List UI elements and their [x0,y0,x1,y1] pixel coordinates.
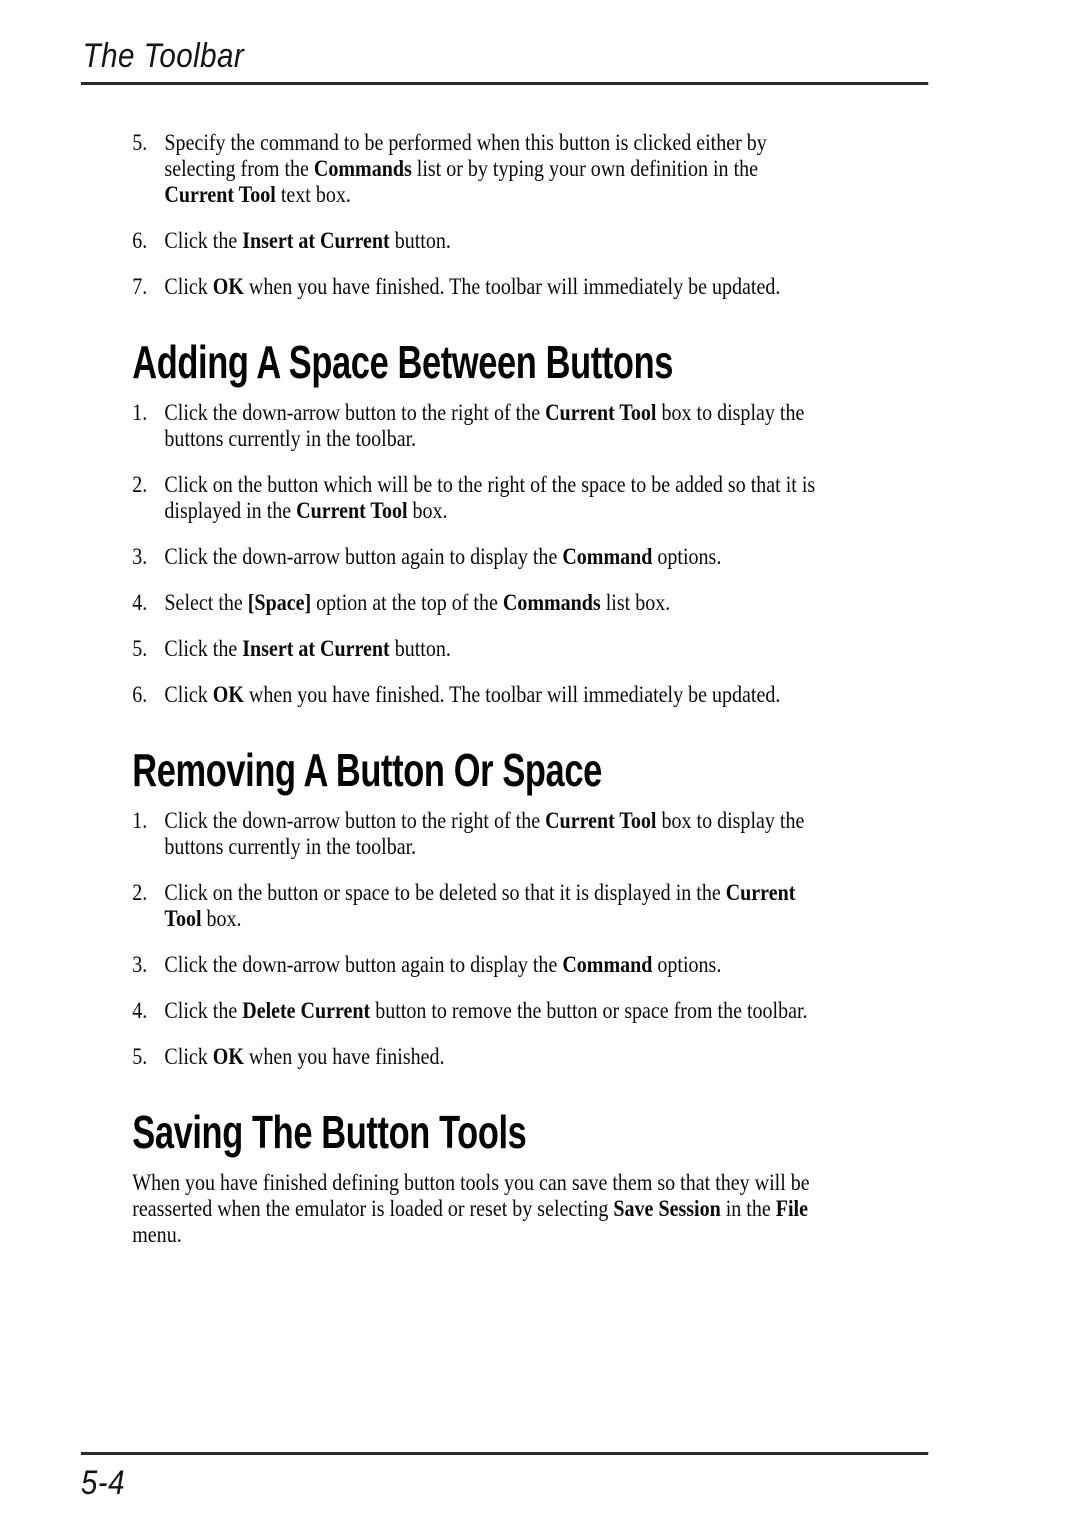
list-item-text: Click the down-arrow button to the right of the Current Tool box to display the buttons currently in the toolbar. [164,400,805,451]
list-item [132,682,945,708]
list-item-text: Click on the button or space to be deleted so that it is displayed in the Current Tool box. [164,880,796,931]
list-item [132,808,945,860]
section-heading: Removing A Button Or Space [132,744,602,796]
list-item [132,472,945,524]
list-item-text: Click the Insert at Current button. [164,228,451,253]
section-heading: Saving The Button Tools [132,1106,527,1158]
section [132,130,945,320]
running-header-title: The Toolbar [82,37,245,75]
list-item [132,1044,945,1070]
list-item-number: 4. [132,590,148,615]
bold-term: OK [212,1044,244,1069]
list-item-number: 6. [132,228,148,253]
document-body [132,130,945,1248]
list-item [132,590,945,616]
list-item [132,880,945,932]
page-footer [81,1452,928,1501]
bold-term: [Space] [247,590,312,615]
numbered-list [132,400,945,728]
list-item-text: Click the Delete Current button to remove the button or space from the toolbar. [164,998,808,1023]
footer-rule [81,1452,928,1455]
list-item-text: Click the down-arrow button again to display the Command options. [164,952,722,977]
bold-term: Command [562,544,653,569]
bold-term: Current Tool [164,182,276,207]
list-item-number: 7. [132,274,148,299]
list-item [132,400,945,452]
list-item-text: Click the down-arrow button again to display the Command options. [164,544,722,569]
list-item-text: Click OK when you have finished. The toolbar will immediately be updated. [164,682,781,707]
list-item [132,130,945,208]
section-heading: Adding A Space Between Buttons [132,336,674,388]
list-item-text: Click OK when you have finished. The toolbar will immediately be updated. [164,274,781,299]
list-item-number: 5. [132,130,148,155]
list-item [132,952,945,978]
page-number: 5-4 [80,1464,125,1502]
bold-term: Commands [502,590,601,615]
list-item [132,228,945,254]
list-item [132,274,945,300]
bold-term: Save Session [613,1196,721,1221]
bold-term: Tool [164,906,202,931]
list-item [132,544,945,570]
bold-term: File [775,1196,808,1221]
paragraph: When you have finished defining button tools you can save them so that they will be reasserted when the emulator is loaded or reset by selecting Save Session in the File menu. [132,1170,810,1247]
list-item-text: Click OK when you have finished. [164,1044,445,1069]
list-item-number: 3. [132,952,148,977]
bold-term: OK [212,682,244,707]
bold-term: OK [212,274,244,299]
bold-term: Current Tool [296,498,408,523]
list-item-text: Click the Insert at Current button. [164,636,451,661]
list-item-number: 6. [132,682,148,707]
numbered-list [132,808,945,1090]
list-item-text: Specify the command to be performed when this button is clicked either by selecting from the Commands list or by typing your own definition in the Current Tool text box. [164,130,767,207]
bold-term: Current Tool [545,808,657,833]
list-item-number: 2. [132,880,148,905]
list-item-number: 5. [132,636,148,661]
list-item-text: Click the down-arrow button to the right of the Current Tool box to display the buttons currently in the toolbar. [164,808,805,859]
numbered-list [132,130,945,320]
bold-term: Command [562,952,653,977]
bold-term: Current [725,880,796,905]
list-item-number: 5. [132,1044,148,1069]
list-item [132,998,945,1024]
list-item-text: Select the [Space] option at the top of the Commands list box. [164,590,671,615]
bold-term: Insert at Current [242,228,390,253]
header-rule [81,82,928,85]
list-item-number: 1. [132,808,148,833]
bold-term: Current Tool [545,400,657,425]
list-item [132,636,945,662]
section [132,338,945,728]
section [132,746,945,1090]
list-item-number: 4. [132,998,148,1023]
list-item-number: 2. [132,472,148,497]
list-item-number: 3. [132,544,148,569]
bold-term: Commands [313,156,412,181]
bold-term: Insert at Current [242,636,390,661]
list-item-number: 1. [132,400,148,425]
list-item-text: Click on the button which will be to the right of the space to be added so that it is displayed in the Current Tool box. [164,472,816,523]
section [132,1108,945,1248]
bold-term: Delete Current [242,998,371,1023]
